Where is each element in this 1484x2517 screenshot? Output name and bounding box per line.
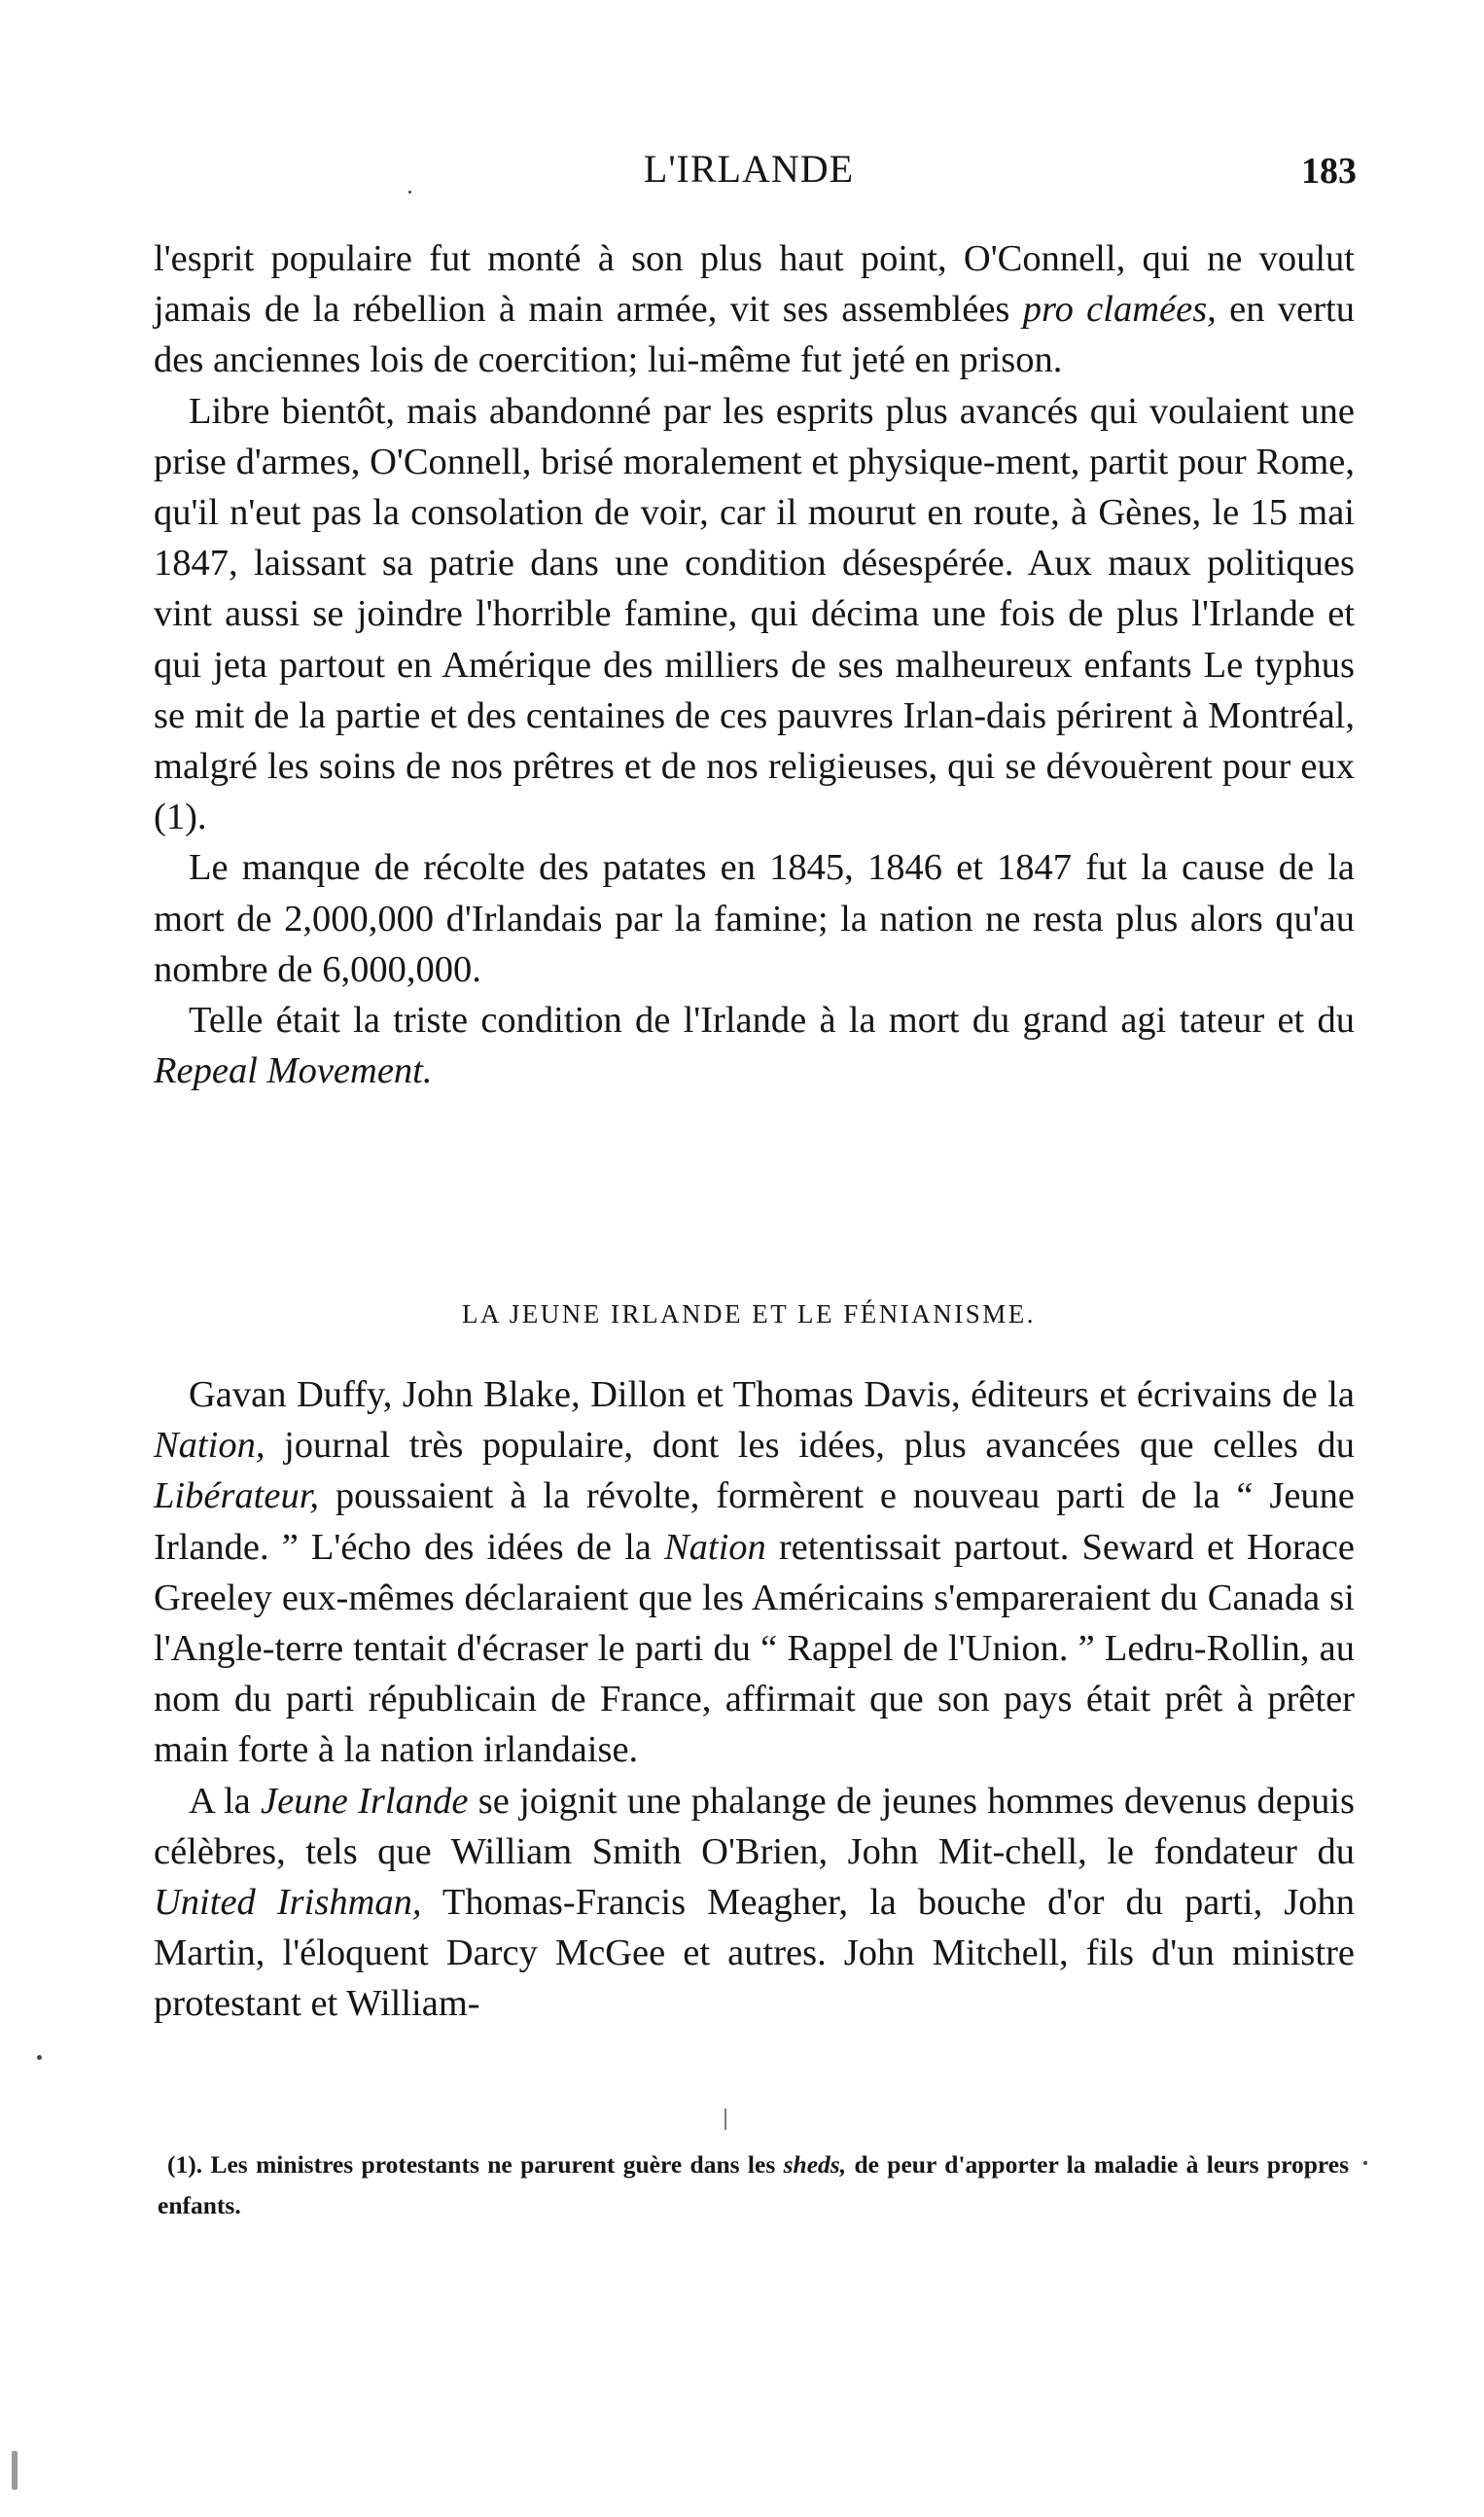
text-run: Les ministres protestants ne parurent guère dans les [202, 2150, 784, 2179]
paragraph [154, 1369, 1355, 1776]
scan-speck [37, 2055, 42, 2060]
text-block-upper [154, 233, 1355, 1096]
text-run: Gavan Duffy, John Blake, Dillon et Thomas Davis, éditeurs et écrivains de la [189, 1374, 1355, 1415]
paragraph [154, 995, 1355, 1096]
paragraph: Libre bientôt, mais abandonné par les esprits plus avancés qui voulaient une prise d'armes, O'Connell, brisé moralement et physique-ment, partit pour Rome, qu'il n'eut pas la consolation de voir, car il mourut en route, à Gènes, le 15 mai 1847, laissant sa patrie dans une condition désespérée. Aux maux politiques vint aussi se joindre l'horrible famine, qui décima une fois de plus l'Irlande et qui jeta partout en Amérique des milliers de ses malheureux enfants Le typhus se mit de la partie et des centaines de ces pauvres Irlan-dais périrent à Montréal, malgré les soins de nos prêtres et de nos religieuses, qui se dévouèrent pour eux (1). [154, 390, 1355, 838]
page-number: 183 [1301, 151, 1357, 192]
italic-text: Repeal Movement. [154, 1050, 433, 1092]
text-run: l'esprit populaire fut monté à son plus haut point, O'Connell, qui ne voulut jamais de la rébellion à main armée, vit ses assemblées [154, 238, 1355, 331]
scan-speck [12, 2451, 18, 2490]
italic-text: Nation [663, 1526, 766, 1568]
footnote [158, 2145, 1349, 2226]
italic-text: Libérateur, [154, 1475, 320, 1517]
text-run: Thomas-Francis Meagher, la bouche d'or du parti, John Martin, l'éloquent Darcy McGee et autres. John Mitchell, fils d'un ministre protestant et William- [154, 1882, 1356, 2025]
scan-speck [1363, 2161, 1367, 2165]
text-run: en vertu des anciennes lois de coercition; lui-même fut jeté en prison. [154, 289, 1355, 381]
running-title: L'IRLANDE [643, 147, 855, 191]
footnote-marker: (1). [167, 2150, 203, 2179]
italic-text: Jeune Irlande [261, 1780, 469, 1822]
running-header [141, 146, 1357, 204]
text-run: A la [189, 1780, 262, 1822]
text-run: Telle était la triste condition de l'Irlande à la mort du grand agi tateur et du [189, 1000, 1355, 1042]
italic-text: Nation, [154, 1425, 265, 1467]
footnote-text [158, 2145, 1349, 2226]
italic-text: pro clamées, [1022, 289, 1217, 331]
text-run: retentissait partout. Seward et Horace Greeley eux-mêmes déclaraient que les Américains s'empareraient du Canada si l'Angle-terre tentait d'écraser le parti du “ Rappel de l'Union. ” Ledru-Rollin, au nom du parti républicain de France, affirmait que son pays était prêt à prêter main forte à la nation irlandaise. [154, 1526, 1355, 1771]
paragraph [154, 233, 1355, 386]
italic-text: sheds, [783, 2150, 847, 2179]
text-run: de peur d'apporter la maladie à leurs propres enfants. [158, 2150, 1349, 2219]
text-run: journal très populaire, dont les idées, plus avancées que celles du [265, 1425, 1355, 1467]
text-run: se joignit une phalange de jeunes hommes devenus depuis célèbres, tels que William Smith O'Brien, John Mit-chell, le fondateur du [154, 1780, 1355, 1872]
text-run: poussaient à la révolte, formèrent e nouveau parti de la “ Jeune Irlande. ” L'écho des idées de la [154, 1475, 1355, 1568]
divider [724, 2109, 726, 2130]
text-block-lower [154, 1369, 1355, 2030]
section-heading: LA JEUNE IRLANDE ET LE FÉNIANISME. [462, 1299, 1036, 1329]
paragraph [154, 1776, 1355, 2030]
italic-text: United Irishman, [154, 1882, 422, 1924]
paragraph: Le manque de récolte des patates en 1845, 1846 et 1847 fut la cause de la mort de 2,000,000 d'Irlandais par la famine; la nation ne resta plus alors qu'au nombre de 6,000,000. [154, 847, 1355, 990]
scan-speck [408, 191, 411, 194]
